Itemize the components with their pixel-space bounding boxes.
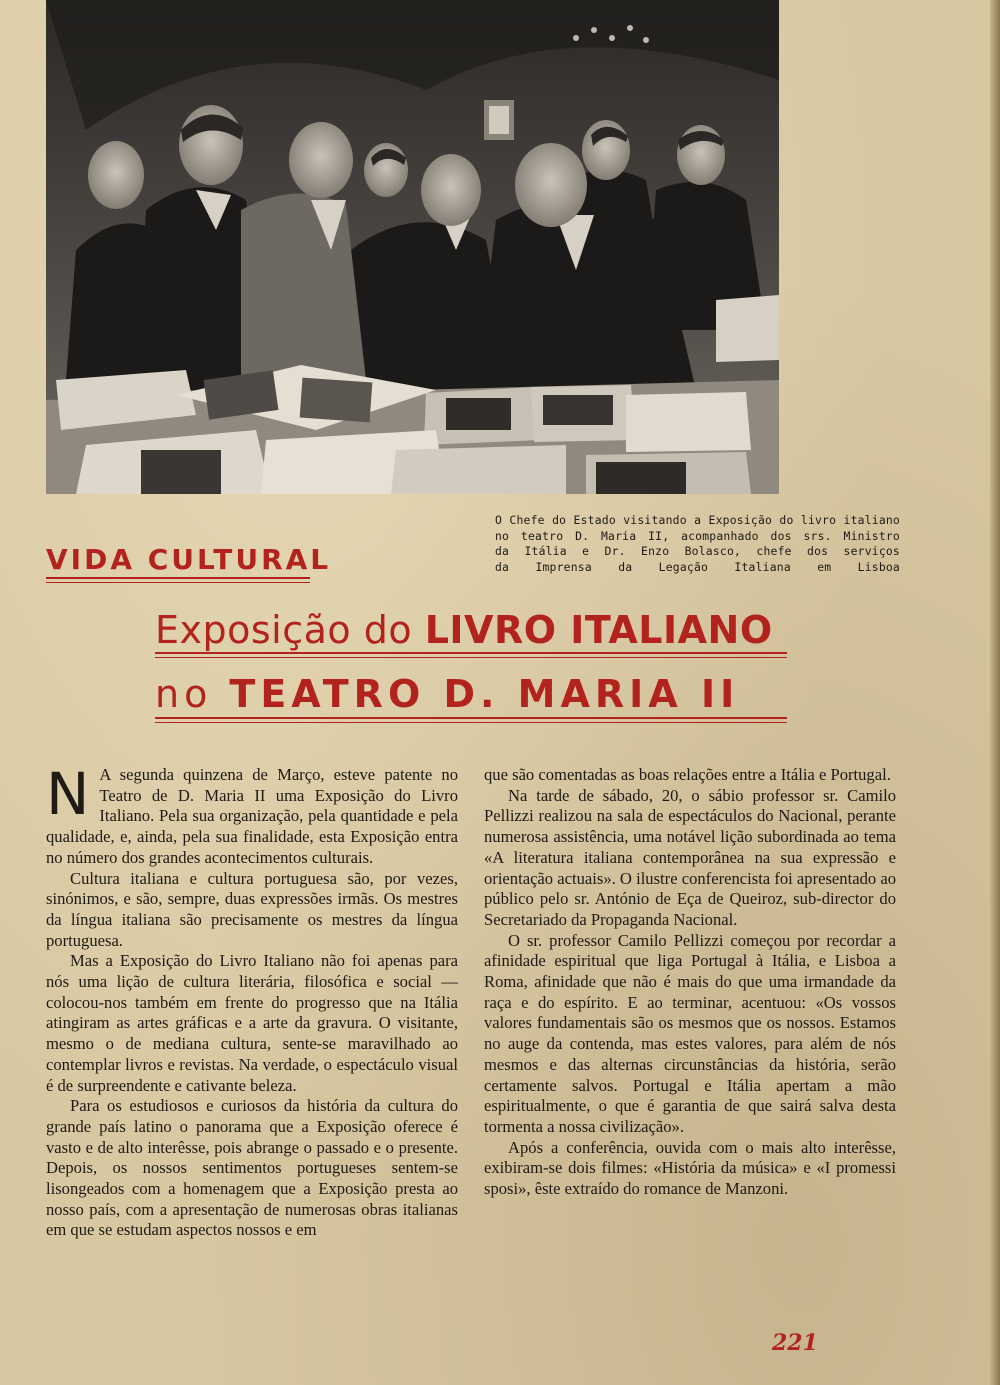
article-paragraph: Mas a Exposição do Livro Italiano não foi apenas para nós uma lição de cultura literária, filosófica e social — colocou-nos também em frente do progresso que na Itália atingiram as artes gráficas e a arte da gravura. O visitante, mesmo o de mediana cultura, sente-se maravilhado ao contemplar livros e revistas. Na verdade, o espectáculo visual é de surpreendente e cativante beleza. xyxy=(46,951,458,1095)
section-label: VIDA CULTURAL xyxy=(46,543,332,576)
article-paragraph xyxy=(46,760,458,869)
page-number: 221 xyxy=(772,1330,818,1356)
drop-cap: N xyxy=(46,760,90,828)
article-paragraph: Após a conferência, ouvida com o mais alto interêsse, exibiram-se dois filmes: «História da música» e «I promessi sposi», êste extraído do romance de Manzoni. xyxy=(484,1137,896,1199)
photograph-icon xyxy=(46,0,779,494)
article-paragraph: Na tarde de sábado, 20, o sábio professor sr. Camilo Pellizzi realizou na sala de espectáculos do Nacional, perante numerosa assistência, uma notável lição subordinada ao tema «A literatura italiana contemporânea na sua expressão e orientação actuais». O ilustre conferencista foi apresentado ao público pelo sr. António de Eça de Queiroz, sub-director do Secretariado da Propaganda Nacional. xyxy=(484,785,896,929)
article-paragraph: Cultura italiana e cultura portuguesa são, por vezes, sinónimos, e são, sempre, duas expressões irmãs. Os mestres da língua italiana são precisamente os mestres da língua portuguesa. xyxy=(46,868,458,950)
headline-rule-top xyxy=(155,657,787,658)
headline-rule-top xyxy=(155,652,787,654)
article-paragraph: Para os estudiosos e curiosos da história da cultura do grande país latino o panorama que a Exposição oferece é vasto e de alto interêsse, pois abrange o passado e o presente. Depois, os nossos sentimentos portugueses sentem-se lisongeados com a homenagem que a Exposição presta ao nosso país, com a apresentação de numerosas obras italianas em que se estudam aspectos nossos e em xyxy=(46,1096,458,1240)
article-paragraph: O sr. professor Camilo Pellizzi começou por recordar a afinidade espiritual que liga Portugal à Itália, e Lisboa a Roma, afinidade que não é mais do que uma irmandade da raça e do espírito. E ao terminar, acentuou: «Os vossos valores fundamentais são os mesmos que os nossos. Estamos no auge da contenda, mas estes valores, para além de nós mesmos e das alternas circunstâncias da história, serão certamente salvos. Portugal e Itália apertam a mão espiritualmente, o que é garantia de que sairá salva desta tormenta a nossa civilização». xyxy=(484,930,896,1136)
headline-text: no xyxy=(155,672,230,716)
paragraph-text: A segunda quinzena de Março, esteve patente no Teatro de D. Maria II uma Exposição do Livro Italiano. Pela sua organização, pela quantidade e pela qualidade, e, ainda, pela sua finalidade, esta Exposição entra no número dos grandes acontecimentos culturais. xyxy=(46,765,458,867)
caption-line: da Itália e Dr. Enzo Bolasco, chefe dos serviços xyxy=(495,544,900,558)
section-underline xyxy=(46,577,310,579)
exhibition-photo xyxy=(46,0,779,494)
headline-text-emphasis: TEATRO D. MARIA II xyxy=(229,672,740,716)
headline-line-2 xyxy=(155,672,787,716)
headline-text-emphasis: LIVRO ITALIANO xyxy=(424,608,773,652)
caption-line: da Imprensa da Legação Italiana em Lisboa xyxy=(495,559,900,574)
article-column-left xyxy=(46,760,458,1241)
article-column-right xyxy=(484,765,896,1200)
page-edge xyxy=(990,0,1000,1385)
article-paragraph: que são comentadas as boas relações entre a Itália e Portugal. xyxy=(484,765,891,784)
caption-line: O Chefe do Estado visitando a Exposição do livro italiano xyxy=(495,513,900,527)
headline-line-1 xyxy=(155,608,787,652)
section-underline xyxy=(46,582,310,583)
photo-caption xyxy=(495,513,900,575)
headline-rule-bottom xyxy=(155,717,787,719)
headline-rule-bottom xyxy=(155,722,787,723)
caption-line: no teatro D. Maria II, acompanhado dos srs. Ministro xyxy=(495,528,900,543)
headline-text: Exposição do xyxy=(155,608,425,652)
